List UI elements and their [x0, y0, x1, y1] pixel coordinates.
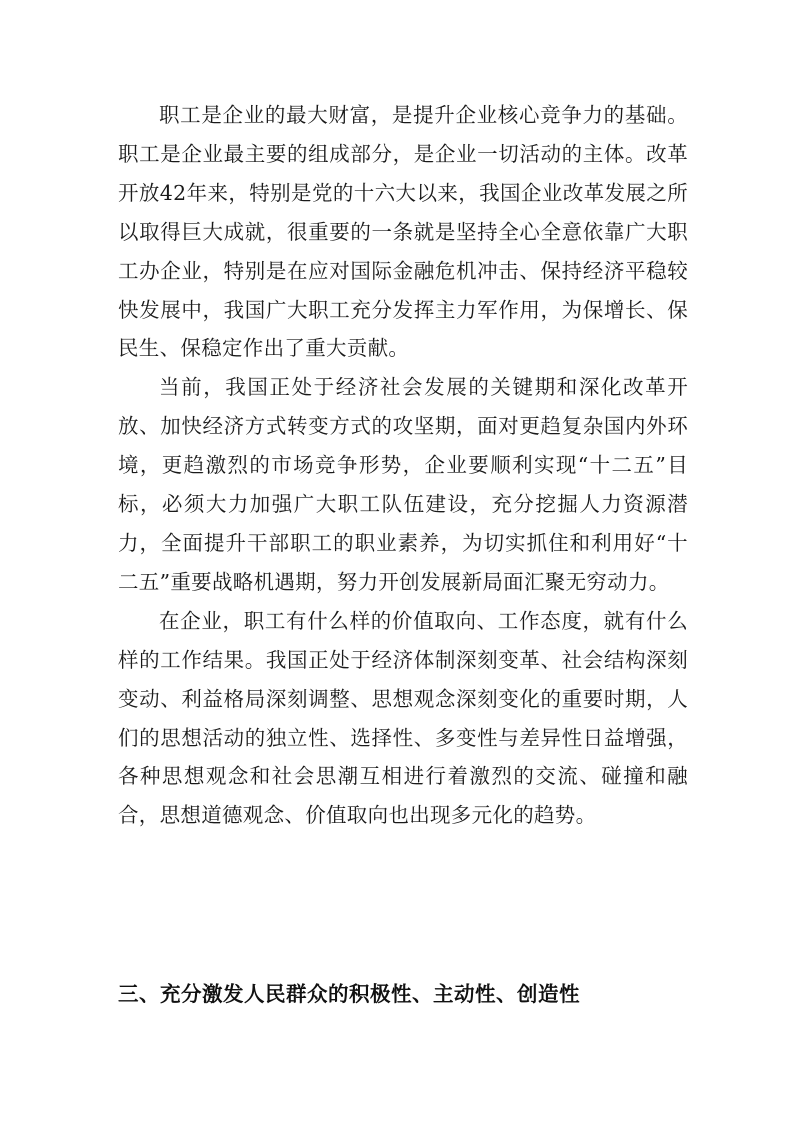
paragraph-3: 在企业，职工有什么样的价值取向、工作态度，就有什么样的工作结果。我国正处于经济体制深刻变革、社会结构深刻变动、利益格局深刻调整、思想观念深刻变化的重要时期，人们的思想活动的独立性、选择性、多变性与差异性日益增强，各种思想观念和社会思潮互相进行着激烈的交流、碰撞和融合，思想道德观念、价值取向也出现多元化的趋势。 — [118, 608, 688, 828]
body-text — [118, 96, 688, 835]
paragraph-1: 职工是企业的最大财富，是提升企业核心竞争力的基础。职工是企业最主要的组成部分，是企业一切活动的主体。改革开放42年来，特别是党的十六大以来，我国企业改革发展之所以取得巨大成就，很重要的一条就是坚持全心全意依靠广大职工办企业，特别是在应对国际金融危机冲击、保持经济平稳较快发展中，我国广大职工充分发挥主力军作用，为保增长、保民生、保稳定作出了重大贡献。 — [118, 103, 688, 361]
section-heading: 三、充分激发人民群众的积极性、主动性、创造性 — [118, 982, 580, 1006]
paragraph-2: 当前，我国正处于经济社会发展的关键期和深化改革开放、加快经济方式转变方式的攻坚期，面对更趋复杂国内外环境，更趋激烈的市场竞争形势，企业要顺利实现“十二五”目标，必须大力加强广大职工队伍建设，充分挖掘人力资源潜力，全面提升干部职工的职业素养，为切实抓住和利用好“十二五”重要战略机遇期，努力开创发展新局面汇聚无穷动力。 — [118, 375, 688, 594]
